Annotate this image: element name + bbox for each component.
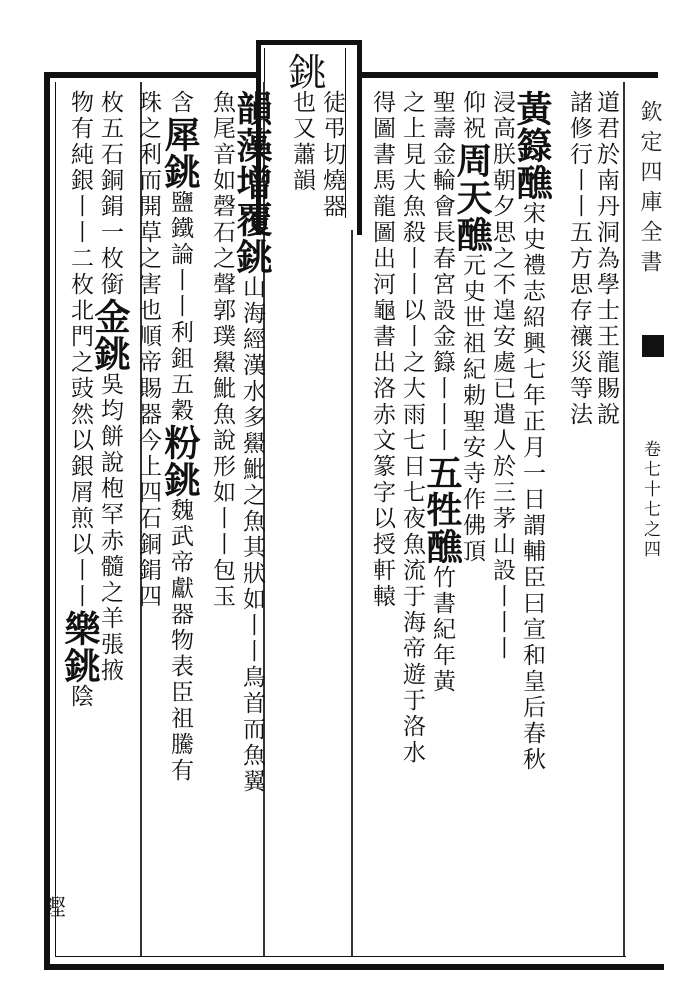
entry-text: 鹽鐵論丨丨利鉏五穀: [167, 190, 193, 424]
column-rule: [623, 82, 625, 956]
entry-text: 帝遊于洛水: [399, 636, 425, 766]
entry-heading: 金銚: [89, 298, 131, 372]
entry-text: 諸修行丨丨五方思存禳災等法: [566, 90, 592, 428]
text-column: [38, 895, 66, 921]
text-column: [318, 90, 346, 220]
text-column: [288, 90, 316, 194]
entry-text: 竹書紀年黃: [429, 565, 455, 695]
entry-heading: 黃籙醮: [511, 90, 553, 201]
entry-text: 浸高朕朝夕思之不遑安處已遣人於三茅山設丨丨丨: [489, 90, 515, 662]
entry-text: 魚尾音如磬石之聲郭璞鱟魮魚說形如丨丨包玉: [209, 90, 235, 610]
entry-text: 山海經漢水多鱟魮之魚其狀如丨丨鳥首而魚翼: [239, 275, 265, 795]
text-column: [208, 90, 236, 610]
text-column: [398, 90, 426, 766]
text-column: [159, 90, 201, 784]
entry-heading: 粉銚: [159, 424, 201, 498]
entry-text: 北門之豉然以銀屑煎以丨丨: [67, 298, 93, 610]
text-column: [368, 90, 396, 610]
top-border-right: [352, 72, 658, 78]
text-column: [565, 90, 593, 428]
entry-text: 得圖書馬龍圖出河龜書出洛赤文篆字以授軒轅: [369, 90, 395, 610]
entry-text: 也又蕭韻: [289, 90, 315, 194]
entry-heading: 五牲醮: [421, 454, 463, 565]
entry-text: 道君於南丹洞為學士王龍賜說: [593, 90, 619, 428]
text-column: [59, 90, 101, 710]
top-border-left: [44, 72, 256, 78]
entry-text: 宋史禮志紹興七年正月一日謂輔臣曰宣和皇后春秋: [519, 201, 545, 773]
entry-text: 物有純銀丨丨二枚: [67, 90, 93, 298]
fish-tail-mark: [642, 335, 664, 357]
entry-heading: 韻藻增覆銚: [231, 90, 273, 275]
entry-text: 聖壽: [429, 90, 455, 142]
entry-text: 鏗: [39, 895, 65, 921]
text-column: [231, 90, 273, 795]
entry-text: 之利而開草之害也: [135, 116, 161, 324]
entry-text: 陰: [67, 684, 93, 710]
entry-text: 珠: [135, 90, 161, 116]
entry-text: 含: [167, 90, 193, 116]
text-column: [134, 90, 162, 610]
entry-text: 之上見大魚殺丨丨以丨之大雨七日七夜魚流于海: [399, 90, 425, 636]
entry-text: 順帝賜器今上四石銅鋗四: [135, 324, 161, 610]
entry-text: 元史世祖紀勅聖安寺作佛頂: [459, 253, 485, 565]
text-column: [421, 90, 463, 695]
entry-text: 仰祝: [459, 90, 485, 142]
entry-text: 枚五石銅鋗一枚銜: [97, 90, 123, 298]
entry-text: 金輪會長春宮設金籙丨丨丨: [429, 142, 455, 454]
text-column: [89, 90, 131, 684]
text-column: [592, 90, 620, 428]
entry-heading: 樂銚: [59, 610, 101, 684]
book-title: 欽定四庫全書: [637, 100, 662, 280]
entry-text: 吳均餅說枹罕赤髓之羊張掖: [97, 372, 123, 684]
column-rule: [351, 230, 353, 956]
entry-text: 魏武帝獻器物表臣祖騰有: [167, 498, 193, 784]
entry-heading: 犀銚: [159, 116, 201, 190]
entry-text: 徒弔切燒器: [319, 90, 345, 220]
volume-label: 卷七十七之四: [640, 440, 660, 560]
heading-character: 銚: [282, 52, 326, 90]
entry-heading: 周天醮: [451, 142, 493, 253]
text-column: [511, 90, 553, 773]
